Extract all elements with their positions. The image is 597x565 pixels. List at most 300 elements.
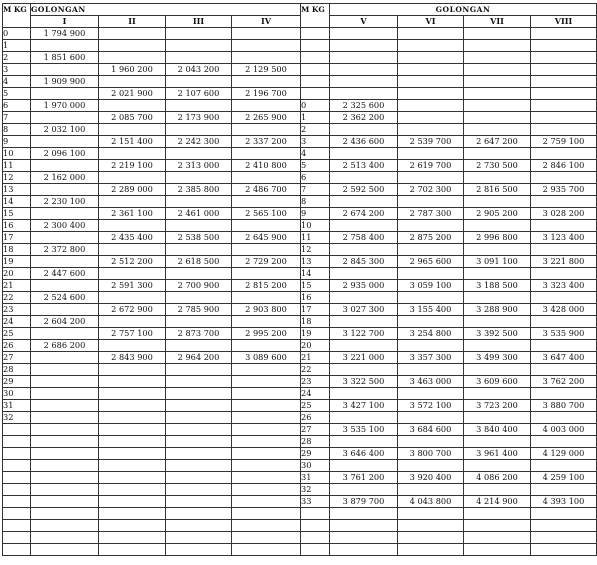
value-cell — [330, 124, 398, 136]
value-cell: 3 155 400 — [398, 304, 464, 316]
value-cell: 3 499 300 — [464, 352, 531, 364]
value-cell: 2 995 200 — [232, 328, 301, 340]
mkg-cell-left: 31 — [3, 400, 31, 412]
value-cell: 2 730 500 — [464, 160, 531, 172]
value-cell: 2 873 700 — [166, 328, 232, 340]
value-cell: 2 021 900 — [99, 88, 166, 100]
value-cell: 2 785 900 — [166, 304, 232, 316]
value-cell — [330, 532, 398, 544]
table-row — [3, 232, 597, 244]
value-cell — [398, 196, 464, 208]
value-cell — [398, 508, 464, 520]
value-cell: 3 723 200 — [464, 400, 531, 412]
value-cell: 1 970 000 — [31, 100, 99, 112]
value-cell — [464, 544, 531, 556]
mkg-cell-right: 12 — [301, 244, 330, 256]
value-cell: 2 700 900 — [166, 280, 232, 292]
value-cell — [464, 40, 531, 52]
table-row — [3, 352, 597, 364]
value-cell — [398, 292, 464, 304]
value-cell: 2 219 100 — [99, 160, 166, 172]
mkg-cell-left: 1 — [3, 40, 31, 52]
value-cell — [398, 28, 464, 40]
table-row — [3, 448, 597, 460]
mkg-cell-left: 30 — [3, 388, 31, 400]
value-cell — [166, 40, 232, 52]
value-cell: 3 761 200 — [330, 472, 398, 484]
value-cell — [166, 268, 232, 280]
table-row — [3, 460, 597, 472]
value-cell — [232, 448, 301, 460]
value-cell: 2 538 500 — [166, 232, 232, 244]
value-cell: 4 003 000 — [531, 424, 597, 436]
mkg-cell-left: 4 — [3, 76, 31, 88]
value-cell — [330, 484, 398, 496]
value-cell — [232, 376, 301, 388]
mkg-cell-right: 9 — [301, 208, 330, 220]
value-cell: 2 447 600 — [31, 268, 99, 280]
value-cell — [531, 388, 597, 400]
table-row — [3, 52, 597, 64]
value-cell: 2 539 700 — [398, 136, 464, 148]
mkg-cell-right: 20 — [301, 340, 330, 352]
value-cell — [99, 436, 166, 448]
value-cell — [99, 340, 166, 352]
mkg-cell-right: 19 — [301, 328, 330, 340]
table-row — [3, 328, 597, 340]
value-cell: 2 436 600 — [330, 136, 398, 148]
value-cell: 3 122 700 — [330, 328, 398, 340]
value-cell: 2 096 100 — [31, 148, 99, 160]
table-row — [3, 496, 597, 508]
value-cell: 3 535 100 — [330, 424, 398, 436]
value-cell: 1 909 900 — [31, 76, 99, 88]
value-cell — [531, 52, 597, 64]
value-cell — [166, 76, 232, 88]
value-cell — [232, 316, 301, 328]
value-cell — [232, 244, 301, 256]
value-cell — [330, 544, 398, 556]
value-cell — [531, 112, 597, 124]
value-cell: 2 702 300 — [398, 184, 464, 196]
value-cell — [31, 460, 99, 472]
mkg-cell-right — [301, 508, 330, 520]
mkg-cell-right: 10 — [301, 220, 330, 232]
value-cell — [31, 64, 99, 76]
column-header-i: I — [31, 16, 99, 28]
value-cell — [330, 460, 398, 472]
value-cell — [232, 124, 301, 136]
value-cell — [31, 304, 99, 316]
value-cell — [464, 520, 531, 532]
mkg-cell-right: 30 — [301, 460, 330, 472]
mkg-cell-right: 14 — [301, 268, 330, 280]
table-row — [3, 40, 597, 52]
value-cell — [398, 40, 464, 52]
value-cell: 3 323 400 — [531, 280, 597, 292]
mkg-cell-left: 18 — [3, 244, 31, 256]
value-cell — [531, 292, 597, 304]
value-cell — [232, 472, 301, 484]
mkg-cell-right: 31 — [301, 472, 330, 484]
table-row — [3, 172, 597, 184]
value-cell: 2 592 500 — [330, 184, 398, 196]
value-cell — [31, 424, 99, 436]
value-cell: 2 325 600 — [330, 100, 398, 112]
value-cell — [531, 340, 597, 352]
value-cell — [99, 508, 166, 520]
value-cell: 2 843 900 — [99, 352, 166, 364]
mkg-header-right: M KG — [301, 4, 330, 28]
value-cell: 2 151 400 — [99, 136, 166, 148]
mkg-cell-left — [3, 424, 31, 436]
value-cell — [232, 100, 301, 112]
value-cell — [531, 316, 597, 328]
value-cell — [232, 148, 301, 160]
mkg-cell-left: 24 — [3, 316, 31, 328]
mkg-cell-left: 2 — [3, 52, 31, 64]
mkg-cell-left: 5 — [3, 88, 31, 100]
value-cell — [398, 244, 464, 256]
mkg-cell-right: 29 — [301, 448, 330, 460]
table-row — [3, 64, 597, 76]
value-cell — [464, 76, 531, 88]
value-cell: 3 800 700 — [398, 448, 464, 460]
value-cell — [99, 148, 166, 160]
header-row-columns — [3, 16, 597, 28]
value-cell: 2 618 500 — [166, 256, 232, 268]
value-cell — [166, 448, 232, 460]
mkg-cell-right: 6 — [301, 172, 330, 184]
value-cell — [531, 172, 597, 184]
table-row — [3, 340, 597, 352]
value-cell: 2 935 700 — [531, 184, 597, 196]
value-cell — [99, 316, 166, 328]
mkg-cell-left: 16 — [3, 220, 31, 232]
value-cell — [398, 436, 464, 448]
value-cell — [99, 196, 166, 208]
value-cell: 2 032 100 — [31, 124, 99, 136]
value-cell: 2 435 400 — [99, 232, 166, 244]
value-cell: 2 787 300 — [398, 208, 464, 220]
column-header-v: V — [330, 16, 398, 28]
mkg-cell-left: 0 — [3, 28, 31, 40]
value-cell — [232, 340, 301, 352]
value-cell — [398, 220, 464, 232]
value-cell — [166, 100, 232, 112]
value-cell — [99, 376, 166, 388]
value-cell — [99, 448, 166, 460]
mkg-cell-left: 3 — [3, 64, 31, 76]
table-row — [3, 484, 597, 496]
value-cell: 3 535 900 — [531, 328, 597, 340]
table-row — [3, 304, 597, 316]
value-cell — [99, 424, 166, 436]
value-cell — [398, 88, 464, 100]
value-cell: 3 288 900 — [464, 304, 531, 316]
value-cell: 2 486 700 — [232, 184, 301, 196]
value-cell — [99, 460, 166, 472]
value-cell: 4 214 900 — [464, 496, 531, 508]
column-header-vi: VI — [398, 16, 464, 28]
value-cell — [31, 184, 99, 196]
value-cell — [166, 196, 232, 208]
value-cell — [398, 532, 464, 544]
value-cell — [166, 124, 232, 136]
value-cell: 2 107 600 — [166, 88, 232, 100]
value-cell: 2 965 600 — [398, 256, 464, 268]
mkg-cell-right: 21 — [301, 352, 330, 364]
value-cell: 2 996 800 — [464, 232, 531, 244]
value-cell — [464, 292, 531, 304]
mkg-header-left: M KG — [3, 4, 31, 28]
value-cell — [166, 340, 232, 352]
value-cell — [464, 508, 531, 520]
mkg-cell-left — [3, 544, 31, 556]
value-cell — [330, 244, 398, 256]
value-cell — [232, 388, 301, 400]
value-cell — [398, 484, 464, 496]
mkg-cell-left: 32 — [3, 412, 31, 424]
mkg-cell-right — [301, 28, 330, 40]
value-cell — [99, 364, 166, 376]
value-cell — [464, 268, 531, 280]
value-cell: 2 565 100 — [232, 208, 301, 220]
value-cell — [464, 112, 531, 124]
mkg-cell-left: 11 — [3, 160, 31, 172]
value-cell — [166, 316, 232, 328]
value-cell — [531, 196, 597, 208]
column-header-vii: VII — [464, 16, 531, 28]
mkg-cell-right — [301, 40, 330, 52]
value-cell — [232, 436, 301, 448]
value-cell — [166, 376, 232, 388]
value-cell — [166, 244, 232, 256]
mkg-cell-left: 29 — [3, 376, 31, 388]
value-cell — [232, 196, 301, 208]
value-cell — [330, 172, 398, 184]
value-cell — [31, 496, 99, 508]
value-cell: 2 362 200 — [330, 112, 398, 124]
mkg-cell-right: 26 — [301, 412, 330, 424]
value-cell — [232, 52, 301, 64]
value-cell — [99, 220, 166, 232]
table-row — [3, 196, 597, 208]
value-cell — [531, 520, 597, 532]
mkg-cell-right: 22 — [301, 364, 330, 376]
value-cell — [531, 28, 597, 40]
value-cell: 2 591 300 — [99, 280, 166, 292]
value-cell — [166, 292, 232, 304]
value-cell — [31, 40, 99, 52]
value-cell — [99, 292, 166, 304]
value-cell — [398, 544, 464, 556]
value-cell — [398, 76, 464, 88]
mkg-cell-right — [301, 544, 330, 556]
mkg-cell-right — [301, 64, 330, 76]
mkg-cell-left: 15 — [3, 208, 31, 220]
mkg-cell-left: 6 — [3, 100, 31, 112]
value-cell — [464, 484, 531, 496]
value-cell — [31, 136, 99, 148]
value-cell: 2 512 200 — [99, 256, 166, 268]
value-cell — [330, 340, 398, 352]
value-cell — [531, 436, 597, 448]
mkg-cell-left: 8 — [3, 124, 31, 136]
value-cell: 1 794 900 — [31, 28, 99, 40]
mkg-cell-right: 2 — [301, 124, 330, 136]
value-cell — [31, 112, 99, 124]
value-cell — [398, 112, 464, 124]
value-cell — [166, 532, 232, 544]
value-cell: 3 188 500 — [464, 280, 531, 292]
mkg-cell-right — [301, 532, 330, 544]
value-cell — [531, 76, 597, 88]
mkg-cell-right — [301, 88, 330, 100]
value-cell: 2 289 000 — [99, 184, 166, 196]
value-cell — [232, 28, 301, 40]
value-cell — [166, 436, 232, 448]
table-row — [3, 112, 597, 124]
mkg-cell-left — [3, 508, 31, 520]
mkg-cell-left — [3, 448, 31, 460]
mkg-cell-left: 23 — [3, 304, 31, 316]
value-cell: 2 524 600 — [31, 292, 99, 304]
value-cell — [464, 64, 531, 76]
value-cell — [398, 388, 464, 400]
value-cell — [330, 364, 398, 376]
mkg-cell-left — [3, 436, 31, 448]
value-cell — [31, 388, 99, 400]
value-cell — [31, 256, 99, 268]
value-cell — [330, 268, 398, 280]
value-cell — [330, 76, 398, 88]
value-cell — [531, 364, 597, 376]
value-cell: 2 129 500 — [232, 64, 301, 76]
value-cell — [166, 508, 232, 520]
value-cell — [31, 352, 99, 364]
value-cell: 2 461 000 — [166, 208, 232, 220]
value-cell — [31, 328, 99, 340]
value-cell — [464, 148, 531, 160]
value-cell — [99, 544, 166, 556]
value-cell: 2 935 000 — [330, 280, 398, 292]
value-cell — [232, 508, 301, 520]
value-cell — [99, 388, 166, 400]
value-cell — [31, 508, 99, 520]
value-cell: 3 880 700 — [531, 400, 597, 412]
table-row — [3, 244, 597, 256]
value-cell — [232, 268, 301, 280]
table-row — [3, 136, 597, 148]
table-row — [3, 532, 597, 544]
mkg-cell-left: 22 — [3, 292, 31, 304]
value-cell — [531, 40, 597, 52]
mkg-cell-left: 10 — [3, 148, 31, 160]
value-cell — [99, 28, 166, 40]
value-cell: 3 089 600 — [232, 352, 301, 364]
value-cell — [31, 472, 99, 484]
mkg-cell-left: 14 — [3, 196, 31, 208]
value-cell — [531, 124, 597, 136]
table-row — [3, 424, 597, 436]
value-cell — [330, 388, 398, 400]
value-cell: 3 254 800 — [398, 328, 464, 340]
value-cell — [398, 340, 464, 352]
value-cell: 3 357 300 — [398, 352, 464, 364]
value-cell — [166, 412, 232, 424]
value-cell: 3 961 400 — [464, 448, 531, 460]
value-cell — [232, 292, 301, 304]
value-cell — [99, 40, 166, 52]
value-cell — [330, 196, 398, 208]
value-cell — [232, 364, 301, 376]
value-cell — [398, 148, 464, 160]
value-cell — [531, 220, 597, 232]
value-cell: 2 674 200 — [330, 208, 398, 220]
value-cell: 3 392 500 — [464, 328, 531, 340]
value-cell — [31, 232, 99, 244]
value-cell — [330, 148, 398, 160]
value-cell — [330, 316, 398, 328]
value-cell — [464, 388, 531, 400]
value-cell: 2 230 100 — [31, 196, 99, 208]
value-cell: 2 759 100 — [531, 136, 597, 148]
table-row — [3, 280, 597, 292]
value-cell — [31, 544, 99, 556]
value-cell — [99, 412, 166, 424]
value-cell — [531, 412, 597, 424]
value-cell — [99, 100, 166, 112]
column-header-ii: II — [99, 16, 166, 28]
mkg-cell-left: 19 — [3, 256, 31, 268]
mkg-cell-left — [3, 532, 31, 544]
value-cell — [464, 196, 531, 208]
mkg-cell-right: 7 — [301, 184, 330, 196]
value-cell — [166, 172, 232, 184]
value-cell: 3 027 300 — [330, 304, 398, 316]
value-cell: 3 646 400 — [330, 448, 398, 460]
value-cell: 2 604 200 — [31, 316, 99, 328]
table-body — [3, 28, 597, 556]
mkg-cell-right: 5 — [301, 160, 330, 172]
value-cell — [99, 268, 166, 280]
table-row — [3, 472, 597, 484]
value-cell — [31, 436, 99, 448]
mkg-cell-left: 27 — [3, 352, 31, 364]
value-cell — [531, 484, 597, 496]
table-row — [3, 28, 597, 40]
table-row — [3, 100, 597, 112]
value-cell — [232, 412, 301, 424]
mkg-cell-right: 3 — [301, 136, 330, 148]
mkg-cell-right: 18 — [301, 316, 330, 328]
table-row — [3, 544, 597, 556]
value-cell: 2 300 400 — [31, 220, 99, 232]
value-cell — [166, 520, 232, 532]
value-cell — [99, 124, 166, 136]
value-cell — [232, 76, 301, 88]
value-cell: 2 173 900 — [166, 112, 232, 124]
salary-table — [2, 3, 597, 556]
value-cell — [166, 460, 232, 472]
value-cell — [398, 64, 464, 76]
value-cell — [464, 340, 531, 352]
value-cell — [531, 532, 597, 544]
value-cell: 2 085 700 — [99, 112, 166, 124]
table-row — [3, 76, 597, 88]
value-cell: 3 609 600 — [464, 376, 531, 388]
